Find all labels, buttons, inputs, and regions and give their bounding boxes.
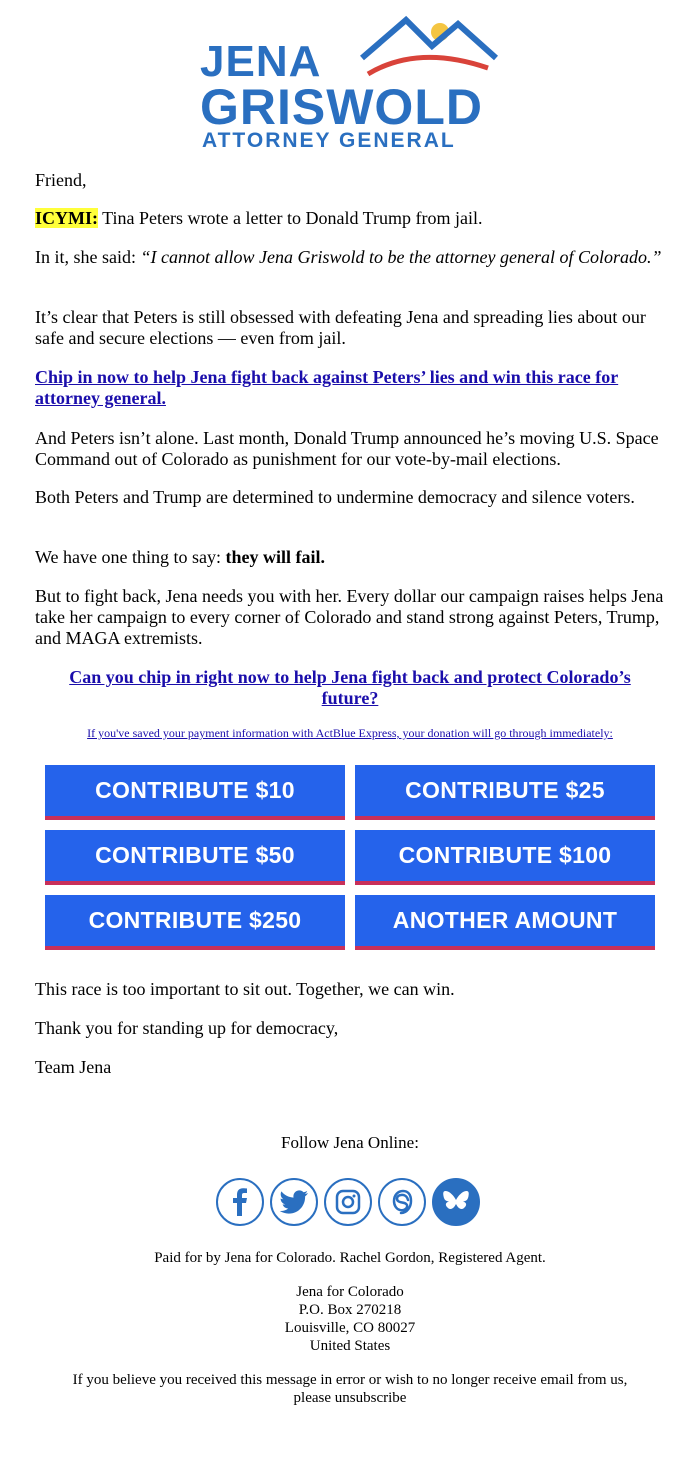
- address-line-3: Louisville, CO 80027: [284, 1320, 416, 1336]
- greeting: Friend,: [35, 170, 87, 190]
- closing-line-1: This race is too important to sit out. Together, we can win.: [35, 979, 455, 999]
- icymi-tag: ICYMI:: [35, 208, 98, 228]
- bluesky-icon[interactable]: [432, 1178, 480, 1226]
- fight-paragraph: But to fight back, Jena needs you with her. Every dollar our campaign raises helps Jena take her campaign to every corner of Colorado and stand strong against Peters, Trump, and MAGA extremists.: [35, 586, 664, 648]
- actblue-note-link[interactable]: If you've saved your payment information with ActBlue Express, your donation will go through immediately:: [87, 726, 613, 740]
- icymi-text: Tina Peters wrote a letter to Donald Trump from jail.: [98, 208, 483, 228]
- donate-link-1-wrap: [35, 367, 675, 409]
- donate-link-2[interactable]: Can you chip in right now to help Jena fight back and protect Colorado’s future?: [69, 667, 631, 708]
- logo-first-name: JENA: [200, 37, 322, 86]
- paid-for-disclaimer: Paid for by Jena for Colorado. Rachel Gordon, Registered Agent.: [154, 1250, 546, 1266]
- quote-paragraph: [35, 247, 675, 268]
- donate-link-1[interactable]: Chip in now to help Jena fight back against Peters’ lies and win this race for attorney general.: [35, 367, 619, 408]
- peters-paragraph: It’s clear that Peters is still obsessed with defeating Jena and spreading lies about our safe and secure elections — even from jail.: [35, 307, 646, 348]
- unsubscribe-line-1: If you believe you received this message in error or wish to no longer receive email from us,: [72, 1372, 628, 1388]
- twitter-icon[interactable]: [270, 1178, 318, 1226]
- contribute-100-button[interactable]: CONTRIBUTE $100: [355, 830, 655, 885]
- contribute-250-button[interactable]: CONTRIBUTE $250: [45, 895, 345, 950]
- signature: Team Jena: [35, 1057, 112, 1077]
- icymi-paragraph: [35, 208, 675, 229]
- quote-text: “I cannot allow Jena Griswold to be the attorney general of Colorado.”: [140, 247, 662, 267]
- social-links: [216, 1178, 484, 1230]
- facebook-icon[interactable]: [216, 1178, 264, 1226]
- fail-bold: they will fail.: [225, 547, 326, 567]
- another-amount-button[interactable]: ANOTHER AMOUNT: [355, 895, 655, 950]
- contribute-25-button[interactable]: CONTRIBUTE $25: [355, 765, 655, 820]
- quote-intro: In it, she said:: [35, 247, 141, 267]
- address-line-4: United States: [309, 1338, 391, 1354]
- closing-line-2: Thank you for standing up for democracy,: [35, 1018, 339, 1038]
- address-line-2: P.O. Box 270218: [298, 1302, 402, 1318]
- contribute-10-button[interactable]: CONTRIBUTE $10: [45, 765, 345, 820]
- campaign-logo: [198, 14, 508, 154]
- trump-paragraph: And Peters isn’t alone. Last month, Donald Trump announced he’s moving U.S. Space Command out of Colorado as punishment for our vote-by-mail elections.: [35, 428, 659, 469]
- unsubscribe-line-2[interactable]: please unsubscribe: [293, 1390, 407, 1406]
- follow-heading: Follow Jena Online:: [281, 1133, 419, 1152]
- threads-icon[interactable]: [378, 1178, 426, 1226]
- fail-intro: We have one thing to say:: [35, 547, 226, 567]
- mountain-logo-icon: [358, 14, 498, 84]
- contribute-50-button[interactable]: CONTRIBUTE $50: [45, 830, 345, 885]
- democracy-paragraph: Both Peters and Trump are determined to undermine democracy and silence voters.: [35, 487, 635, 507]
- logo-office: ATTORNEY GENERAL: [202, 129, 456, 152]
- donate-link-2-wrap: [55, 667, 645, 709]
- fail-paragraph: [35, 547, 675, 568]
- instagram-icon[interactable]: [324, 1178, 372, 1226]
- logo-last-name: GRISWOLD: [200, 79, 483, 135]
- address-line-1: Jena for Colorado: [296, 1284, 404, 1300]
